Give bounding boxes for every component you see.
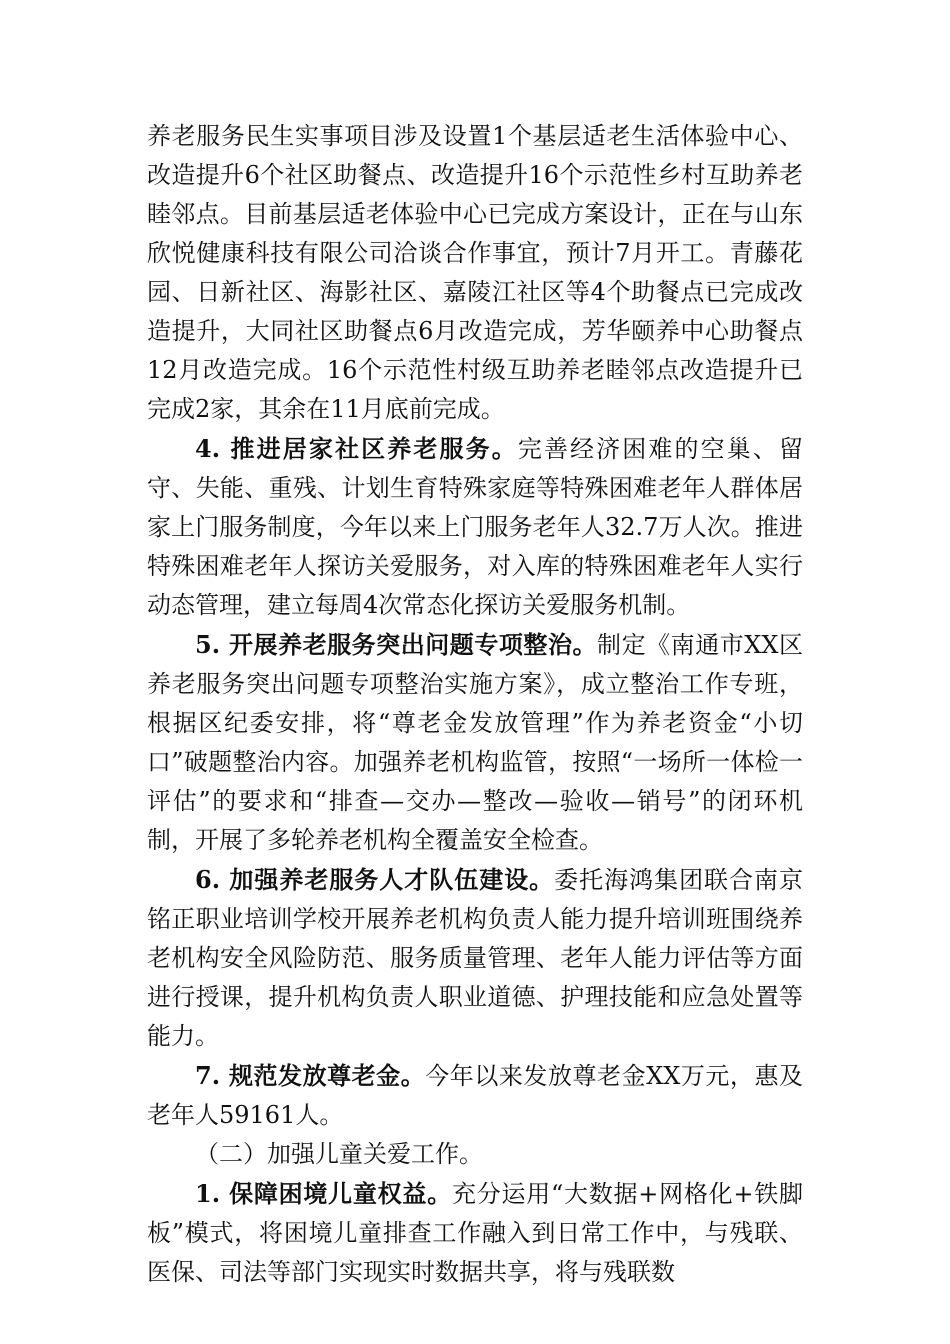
section-heading: 5. 开展养老服务突出问题专项整治。 bbox=[195, 630, 598, 659]
paragraph-home-community-care bbox=[147, 429, 803, 625]
section-heading: 6. 加强养老服务人才队伍建设。 bbox=[195, 865, 555, 894]
subsection-title: （二）加强儿童关爱工作。 bbox=[195, 1140, 483, 1168]
paragraph-text: 养老服务民生实事项目涉及设置1个基层适老生活体验中心、改造提升6个社区助餐点、改造提升16个示范性乡村互助养老睦邻点。目前基层适老体验中心已完成方案设计，正在与山东欣悦健康科技有限公司洽谈合作事宜，预计7月开工。青藤花园、日新社区、海影社区、嘉陵江社区等4个助餐点已完成改造提升，大同社区助餐点6月改造完成，芳华颐养中心助餐点12月改造完成。16个示范性村级互助养老睦邻点改造提升已完成2家，其余在11月底前完成。 bbox=[147, 122, 803, 423]
paragraph-text: 今年以来发放尊老金XX万元，惠及老年人59161人。 bbox=[147, 1062, 803, 1129]
paragraph-talent-team bbox=[147, 860, 803, 1056]
paragraph-text: 委托海鸿集团联合南京铭正职业培训学校开展养老机构负责人能力提升培训班围绕养老机构安全风险防范、服务质量管理、老年人能力评估等方面进行授课，提升机构负责人职业道德、护理技能和应急处置等能力。 bbox=[147, 866, 803, 1050]
paragraph-child-care-heading bbox=[147, 1135, 803, 1174]
paragraph-elderly-projects bbox=[147, 117, 803, 429]
document-body bbox=[147, 117, 803, 1292]
paragraph-elderly-allowance bbox=[147, 1056, 803, 1135]
section-heading: 7. 规范发放尊老金。 bbox=[195, 1061, 426, 1090]
paragraph-special-rectification bbox=[147, 625, 803, 860]
section-heading: 1. 保障困境儿童权益。 bbox=[195, 1179, 452, 1208]
paragraph-children-rights bbox=[147, 1174, 803, 1292]
section-heading: 4. 推进居家社区养老服务。 bbox=[195, 434, 518, 463]
paragraph-text: 完善经济困难的空巢、留守、失能、重残、计划生育特殊家庭等特殊困难老年人群体居家上门服务制度，今年以来上门服务老年人32.7万人次。推进特殊困难老年人探访关爱服务，对入库的特殊困难老年人实行动态管理，建立每周4次常态化探访关爱服务机制。 bbox=[147, 435, 803, 619]
paragraph-text: 充分运用“大数据+网格化+铁脚板”模式，将困境儿童排查工作融入到日常工作中，与残联、医保、司法等部门实现实时数据共享，将与残联数 bbox=[147, 1180, 803, 1286]
paragraph-text: 制定《南通市XX区养老服务突出问题专项整治实施方案》，成立整治工作专班，根据区纪委安排，将“尊老金发放管理”作为养老资金“小切口”破题整治内容。加强养老机构监管，按照“一场所一体检一评估”的要求和“排查—交办—整改—验收—销号”的闭环机制，开展了多轮养老机构全覆盖安全检查。 bbox=[147, 631, 803, 854]
